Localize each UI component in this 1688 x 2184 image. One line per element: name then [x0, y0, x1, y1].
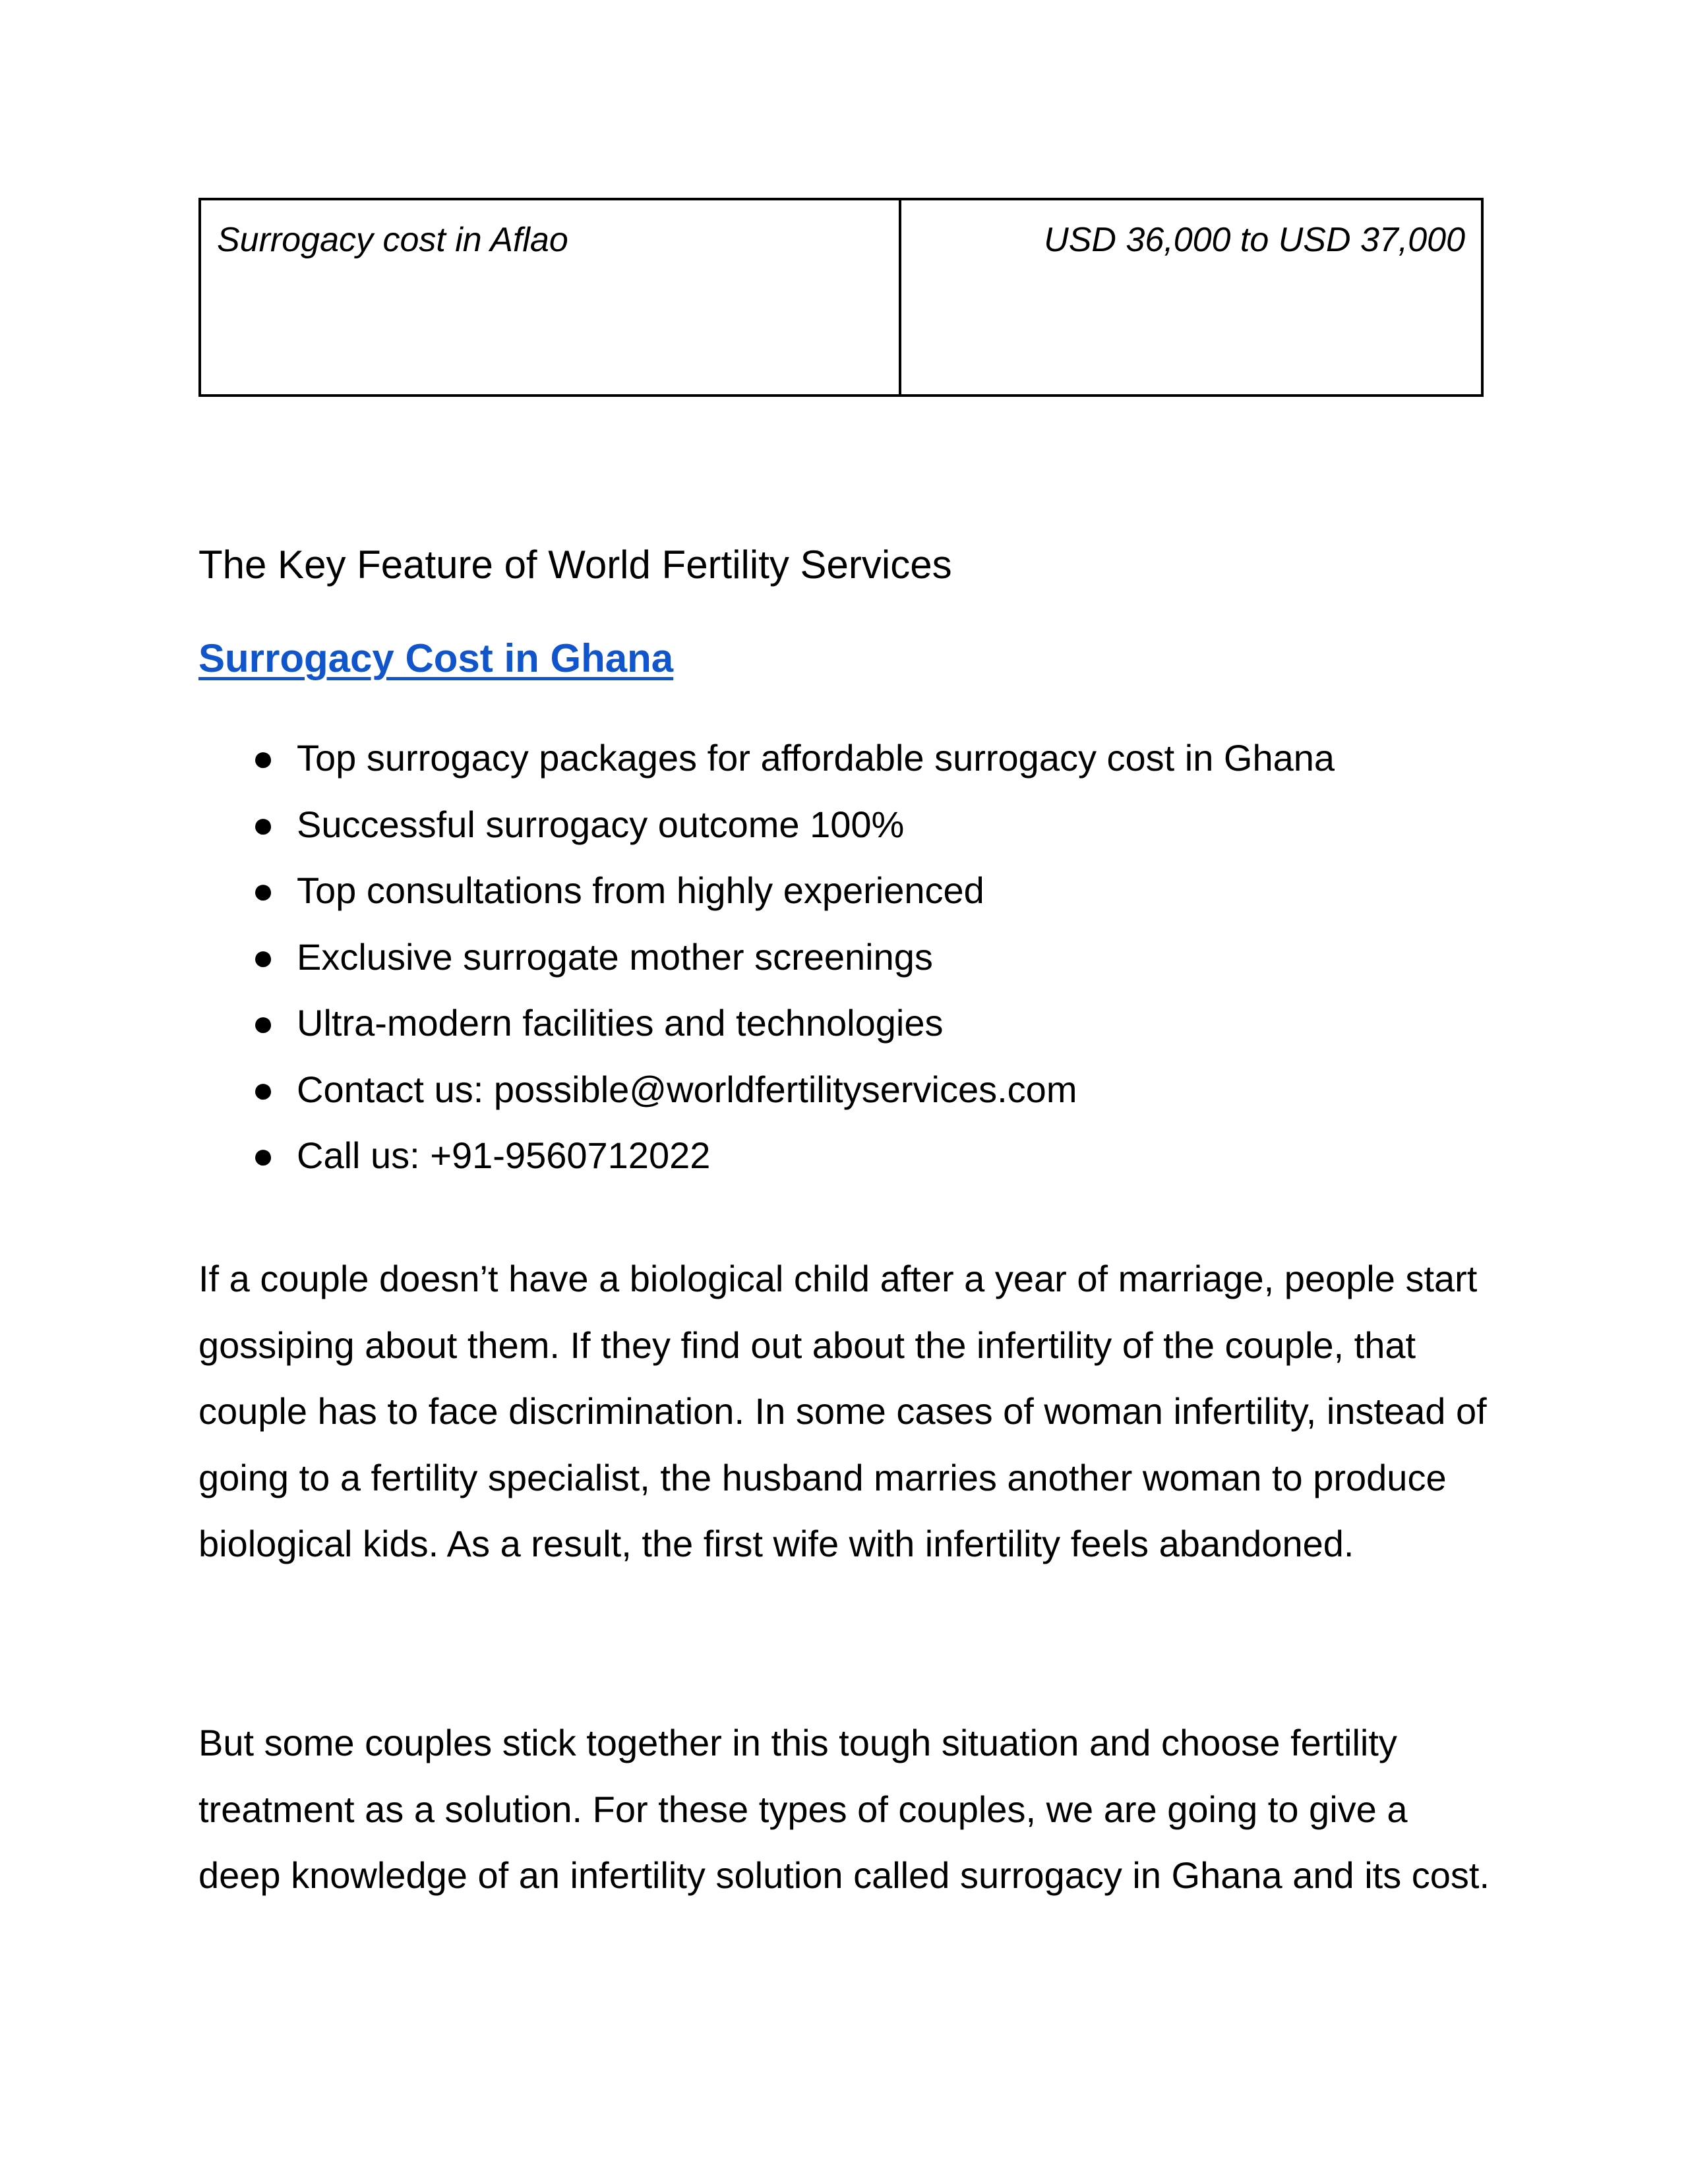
table-cell-location: Surrogacy cost in Aflao [200, 199, 900, 396]
body-paragraph: If a couple doesn’t have a biological child after a year of marriage, people start gossiping about them. If they find out about the infertility of the couple, that couple has to face discrimination. In some cases of woman infertility, instead of going to a fertility specialist, the husband marries another woman to produce biological kids. As a result, the first wife with infertility feels abandoned. [198, 1258, 1487, 1564]
list-item [198, 858, 1335, 924]
bullet-icon: ● [252, 1002, 274, 1044]
list-item-text: Call us: +91-9560712022 [297, 1135, 711, 1176]
table-cell-cost: USD 36,000 to USD 37,000 [900, 199, 1482, 396]
table-row [200, 199, 1482, 396]
feature-list [198, 725, 1335, 1189]
bullet-icon: ● [252, 1135, 274, 1176]
list-item-text: Top surrogacy packages for affordable surrogacy cost in Ghana [297, 737, 1335, 779]
bullet-icon: ● [252, 935, 274, 978]
bullet-icon: ● [252, 1068, 274, 1110]
list-item-text: Contact us: possible@worldfertilityservices.com [297, 1068, 1077, 1110]
bullet-icon: ● [252, 803, 274, 845]
list-item-text: Successful surrogacy outcome 100% [297, 803, 905, 845]
list-item [198, 924, 1335, 991]
surrogacy-cost-link[interactable]: Surrogacy Cost in Ghana [198, 636, 674, 680]
bullet-icon: ● [252, 737, 274, 779]
body-paragraph: But some couples stick together in this tough situation and choose fertility treatment as a solution. For these types of couples, we are going to give a deep knowledge of an infertility solution called surrogacy in Ghana and its cost. [198, 1722, 1490, 1896]
list-item [198, 725, 1335, 792]
list-item [198, 990, 1335, 1057]
list-item [198, 1123, 1335, 1189]
surrogacy-cost-table [198, 198, 1484, 397]
list-item-text: Top consultations from highly experienced [297, 870, 984, 911]
bullet-icon: ● [252, 870, 274, 911]
list-item [198, 1057, 1335, 1123]
list-item [198, 792, 1335, 858]
list-item-text: Ultra-modern facilities and technologies [297, 1002, 944, 1044]
section-heading: The Key Feature of World Fertility Services [198, 543, 952, 587]
list-item-text: Exclusive surrogate mother screenings [297, 935, 933, 978]
